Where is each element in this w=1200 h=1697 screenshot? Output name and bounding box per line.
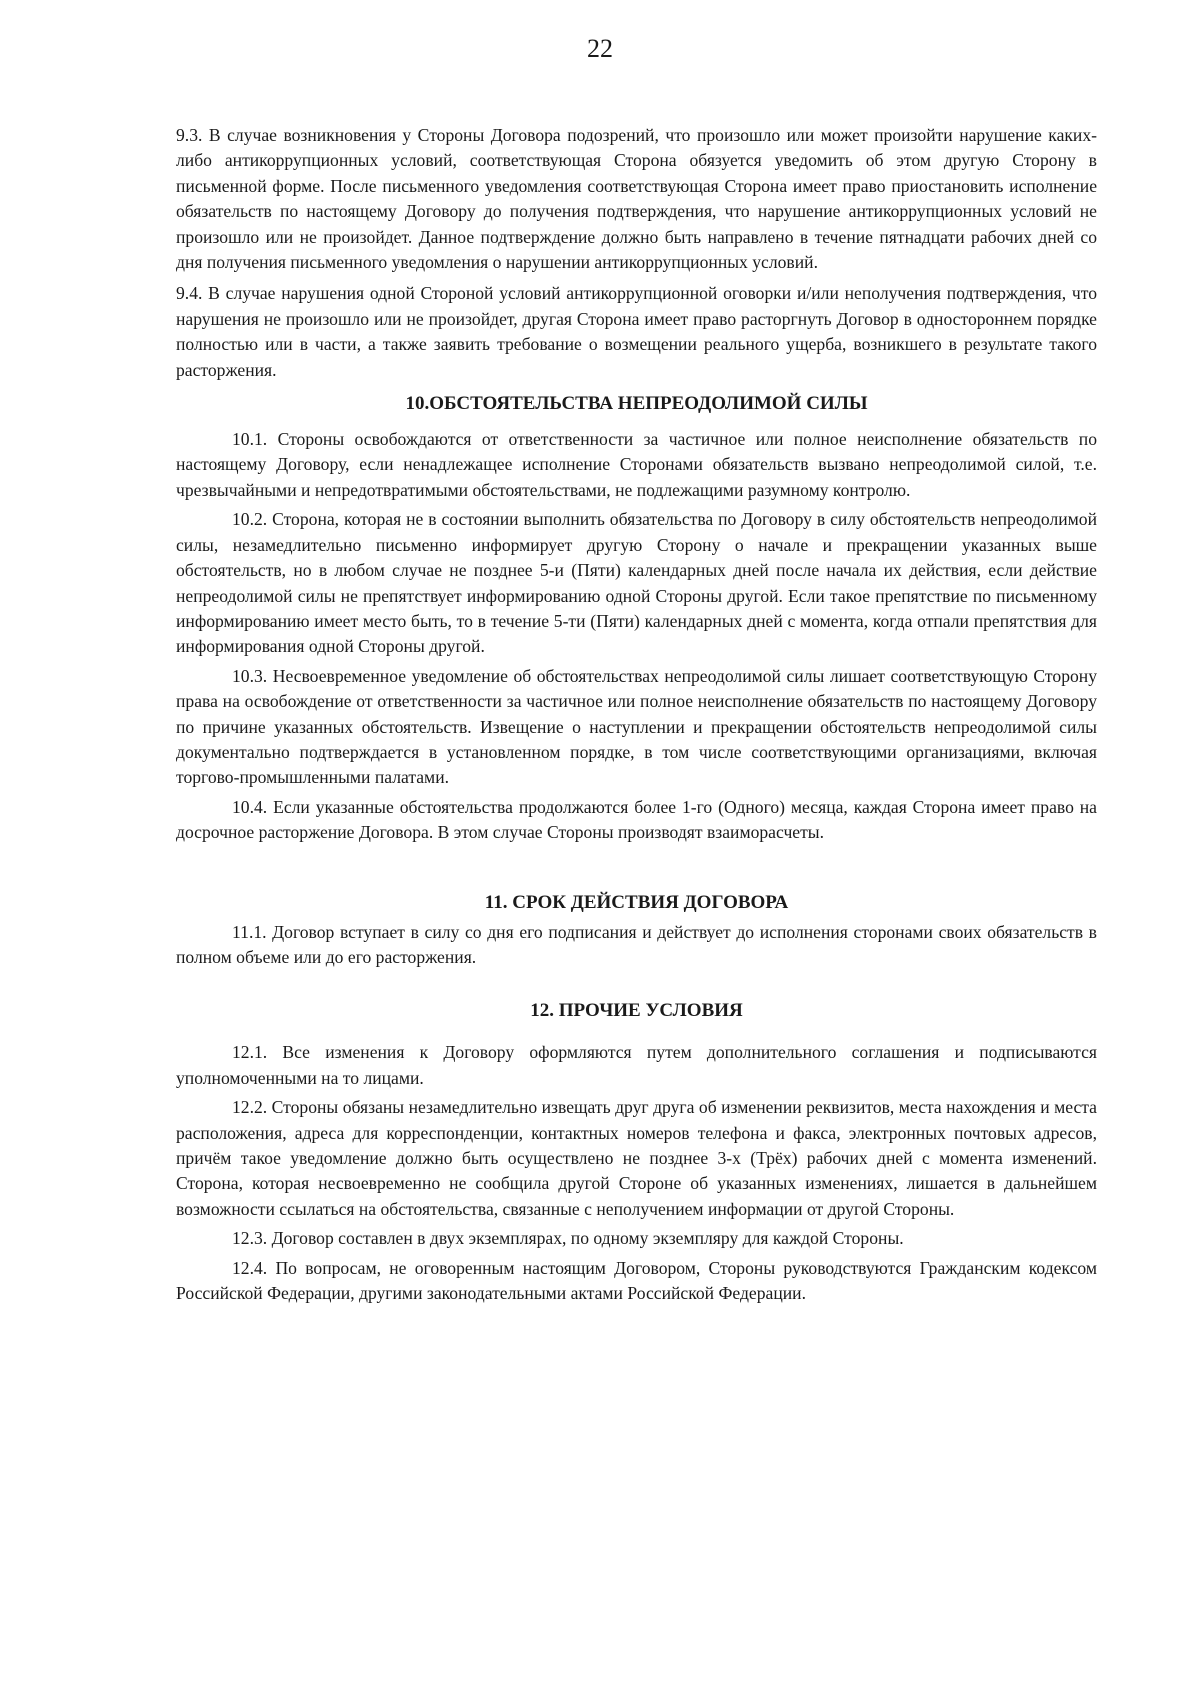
clause-10-3: 10.3. Несвоевременное уведомление об обстоятельствах непреодолимой силы лишает соответствующую Сторону права на освобождение от ответственности за частичное или полное неисполнение обязательств по настоящему Договору по причине указанных обстоятельств. Извещение о наступлении и прекращении обстоятельств непреодолимой силы документально подтверждается в установленном порядке, в том числе соответствующими организациями, включая торгово-промышленными палатами. <box>176 665 1097 788</box>
clause-10-4: 10.4. Если указанные обстоятельства продолжаются более 1-го (Одного) месяца, каждая Сторона имеет право на досрочное расторжение Договора. В этом случае Стороны производят взаиморасчеты. <box>176 796 1097 843</box>
section-heading-11: 11. СРОК ДЕЙСТВИЯ ДОГОВОРА <box>484 891 789 913</box>
clause-12-3: 12.3. Договор составлен в двух экземплярах, по одному экземпляру для каждой Стороны. <box>232 1228 904 1249</box>
clause-12-2: 12.2. Стороны обязаны незамедлительно извещать друг друга об изменении реквизитов, места нахождения и места расположения, адреса для корреспонденции, контактных номеров телефона и факса, электронных почтовых адресов, причём такое уведомление должно быть осуществлено не позднее 3-х (Трёх) рабочих дней с момента изменений. Сторона, которая несвоевременно не сообщила другой Стороне об указанных изменениях, лишается в дальнейшем возможности ссылаться на обстоятельства, связанные с неполучением информации от другой Стороны. <box>176 1097 1097 1219</box>
clause-11-1: 11.1. Договор вступает в силу со дня его подписания и действует до исполнения сторонами своих обязательств в полном объеме или до его расторжения. <box>176 921 1097 967</box>
document-body <box>176 123 1097 1306</box>
clause-9-4: 9.4. В случае нарушения одной Стороной условий антикоррупционной оговорки и/или неполучения подтверждения, что нарушения не произошло или не произойдет, другая Сторона имеет право расторгнуть Договор в одностороннем порядке полностью или в части, а также заявить требование о возмещении реального ущерба, возникшего в результате такого расторжения. <box>176 283 1097 380</box>
section-heading-12: 12. ПРОЧИЕ УСЛОВИЯ <box>530 1000 743 1022</box>
clause-12-4: 12.4. По вопросам, не оговоренным настоящим Договором, Стороны руководствуются Гражданским кодексом Российской Федерации, другими законодательными актами Российской Федерации. <box>176 1257 1097 1304</box>
clause-9-3: 9.3. В случае возникновения у Стороны Договора подозрений, что произошло или может произойти нарушение каких-либо антикоррупционных условий, соответствующая Сторона обязуется уведомить об этом другую Сторону в письменной форме. После письменного уведомления соответствующая Сторона имеет право приостановить исполнение обязательств по настоящему Договору до получения подтверждения, что нарушение антикоррупционных условий не произошло или не произойдет. Данное подтверждение должно быть направлено в течение пятнадцати рабочих дней со дня получения письменного уведомления о нарушении антикоррупционных условий. <box>176 125 1097 273</box>
clause-10-2: 10.2. Сторона, которая не в состоянии выполнить обязательства по Договору в силу обстоятельств непреодолимой силы, незамедлительно письменно информирует другую Сторону о начале и прекращении указанных выше обстоятельств, но в любом случае не позднее 5-и (Пяти) календарных дней после начала их действия, если действие непреодолимой силы не препятствует информированию одной Стороны другой. Если такое препятствие по письменному информированию имеет место быть, то в течение 5-ти (Пяти) календарных дней с момента, когда отпали препятствия для информирования одной Стороны другой. <box>176 509 1097 657</box>
clause-12-1: 12.1. Все изменения к Договору оформляются путем дополнительного соглашения и подписываются уполномоченными на то лицами. <box>176 1042 1097 1088</box>
section-heading-10: 10.ОБСТОЯТЕЛЬСТВА НЕПРЕОДОЛИМОЙ СИЛЫ <box>405 393 868 415</box>
page-number: 22 <box>587 34 613 63</box>
clause-10-1: 10.1. Стороны освобождаются от ответственности за частичное или полное неисполнение обязательств по настоящему Договору, если ненадлежащее исполнение Сторонами обязательств вызвано непреодолимой силой, т.е. чрезвычайными и непредотвратимыми обстоятельствами, не подлежащими разумному контролю. <box>176 429 1097 500</box>
